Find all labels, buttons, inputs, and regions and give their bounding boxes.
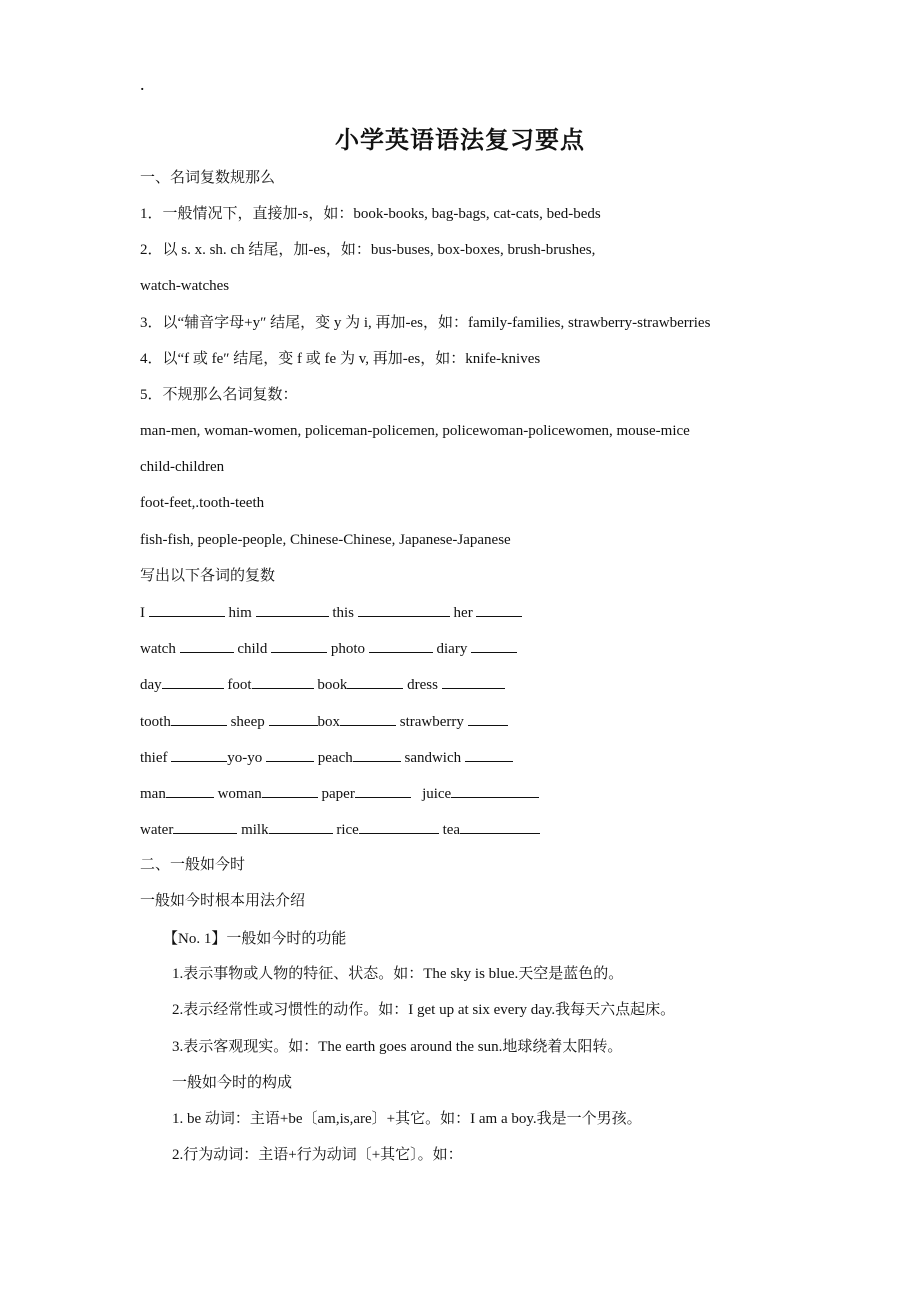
- exercise-row: [140, 747, 513, 768]
- exercise-word: peach: [317, 750, 353, 766]
- exercise-word: watch: [140, 641, 176, 657]
- exercise-row: [140, 638, 517, 659]
- exercise-word: paper: [321, 786, 355, 802]
- exercise-word: strawberry: [399, 714, 464, 730]
- answer-blank[interactable]: [252, 674, 314, 689]
- exercise-word: man: [140, 786, 166, 802]
- answer-blank[interactable]: [468, 711, 508, 726]
- exercise-heading: 写出以下各词的复数: [140, 568, 276, 584]
- answer-blank[interactable]: [271, 638, 327, 653]
- exercise-word: I: [140, 605, 145, 621]
- exercise-word: her: [453, 605, 473, 621]
- function-3: 3.表示客观现实。如：The earth goes around the sun.地球绕着太阳转。: [172, 1039, 623, 1055]
- exercise-word: woman: [217, 786, 262, 802]
- no1-heading: 【No. 1】一般如今时的功能: [163, 931, 347, 947]
- answer-blank[interactable]: [149, 602, 225, 617]
- exercise-word: milk: [241, 822, 269, 838]
- answer-blank[interactable]: [460, 819, 540, 834]
- function-1: 1.表示事物或人物的特征、状态。如：The sky is blue.天空是蓝色的。: [172, 966, 624, 982]
- exercise-word: foot: [227, 677, 252, 693]
- answer-blank[interactable]: [442, 674, 505, 689]
- answer-blank[interactable]: [171, 711, 227, 726]
- exercise-row: [140, 819, 540, 840]
- exercise-word: box: [317, 714, 340, 730]
- page-title: 小学英语语法复习要点: [335, 126, 585, 154]
- structure-2: 2.行为动词：主语+行为动词〔+其它〕。如：: [172, 1147, 463, 1163]
- exercise-word: tooth: [140, 714, 171, 730]
- structure-1: 1. be 动词：主语+be〔am,is,are〕+其它。如：I am a boy.我是一个男孩。: [172, 1111, 642, 1127]
- exercise-word: book: [317, 677, 348, 693]
- answer-blank[interactable]: [340, 711, 396, 726]
- plural-rule-1: 1．一般情况下，直接加-s，如：book-books, bag-bags, cat-cats, bed-beds: [140, 206, 601, 222]
- answer-blank[interactable]: [162, 674, 224, 689]
- section2-intro: 一般如今时根本用法介绍: [140, 893, 306, 909]
- exercise-word: day: [140, 677, 162, 693]
- exercise-row: [140, 674, 505, 695]
- irregular-line-2: child-children: [140, 459, 225, 475]
- answer-blank[interactable]: [347, 674, 403, 689]
- answer-blank[interactable]: [262, 783, 318, 798]
- exercise-word: child: [237, 641, 268, 657]
- exercise-row: [140, 783, 539, 804]
- exercise-word: photo: [330, 641, 365, 657]
- answer-blank[interactable]: [266, 747, 314, 762]
- answer-blank[interactable]: [451, 783, 539, 798]
- answer-blank[interactable]: [476, 602, 522, 617]
- answer-blank[interactable]: [369, 638, 433, 653]
- exercise-word: thief: [140, 750, 168, 766]
- answer-blank[interactable]: [269, 819, 333, 834]
- exercise-word: yo-yo: [227, 750, 263, 766]
- plural-rule-3: 3．以“辅音字母+y″ 结尾，变 y 为 i, 再加-es，如：family-families, strawberry-strawberries: [140, 315, 711, 331]
- function-2: 2.表示经常性或习惯性的动作。如：I get up at six every day.我每天六点起床。: [172, 1002, 676, 1018]
- answer-blank[interactable]: [256, 602, 329, 617]
- exercise-word: sandwich: [404, 750, 462, 766]
- irregular-line-1: man-men, woman-women, policeman-policemen, policewoman-policewomen, mouse-mice: [140, 423, 690, 439]
- answer-blank[interactable]: [471, 638, 517, 653]
- plural-rule-4: 4．以“f 或 fe″ 结尾，变 f 或 fe 为 v, 再加-es，如：knife-knives: [140, 351, 541, 367]
- exercise-row: [140, 602, 522, 623]
- exercise-word: rice: [336, 822, 359, 838]
- plural-rule-5: 5．不规那么名词复数：: [140, 387, 298, 403]
- section1-heading: 一、名词复数规那么: [140, 170, 276, 186]
- header-dot: .: [140, 74, 145, 94]
- exercise-word: him: [228, 605, 252, 621]
- irregular-line-4: fish-fish, people-people, Chinese-Chinese, Japanese-Japanese: [140, 532, 511, 548]
- exercise-word: juice: [422, 786, 452, 802]
- exercise-word: tea: [442, 822, 461, 838]
- answer-blank[interactable]: [359, 819, 439, 834]
- answer-blank[interactable]: [269, 711, 318, 726]
- answer-blank[interactable]: [180, 638, 234, 653]
- answer-blank[interactable]: [166, 783, 214, 798]
- plural-rule-2: 2．以 s. x. sh. ch 结尾，加-es，如：bus-buses, box-boxes, brush-brushes,: [140, 242, 596, 258]
- exercise-word: dress: [407, 677, 438, 693]
- answer-blank[interactable]: [358, 602, 450, 617]
- exercise-word: this: [332, 605, 355, 621]
- irregular-line-3: foot-feet,.tooth-teeth: [140, 495, 265, 511]
- structure-heading: 一般如今时的构成: [172, 1075, 293, 1091]
- answer-blank[interactable]: [355, 783, 411, 798]
- answer-blank[interactable]: [353, 747, 401, 762]
- exercise-row: [140, 711, 508, 732]
- exercise-word: diary: [436, 641, 468, 657]
- answer-blank[interactable]: [171, 747, 227, 762]
- exercise-word: water: [140, 822, 174, 838]
- answer-blank[interactable]: [465, 747, 513, 762]
- answer-blank[interactable]: [173, 819, 237, 834]
- plural-rule-2-cont: watch-watches: [140, 278, 230, 294]
- exercise-word: sheep: [230, 714, 265, 730]
- section2-heading: 二、一般如今时: [140, 857, 246, 873]
